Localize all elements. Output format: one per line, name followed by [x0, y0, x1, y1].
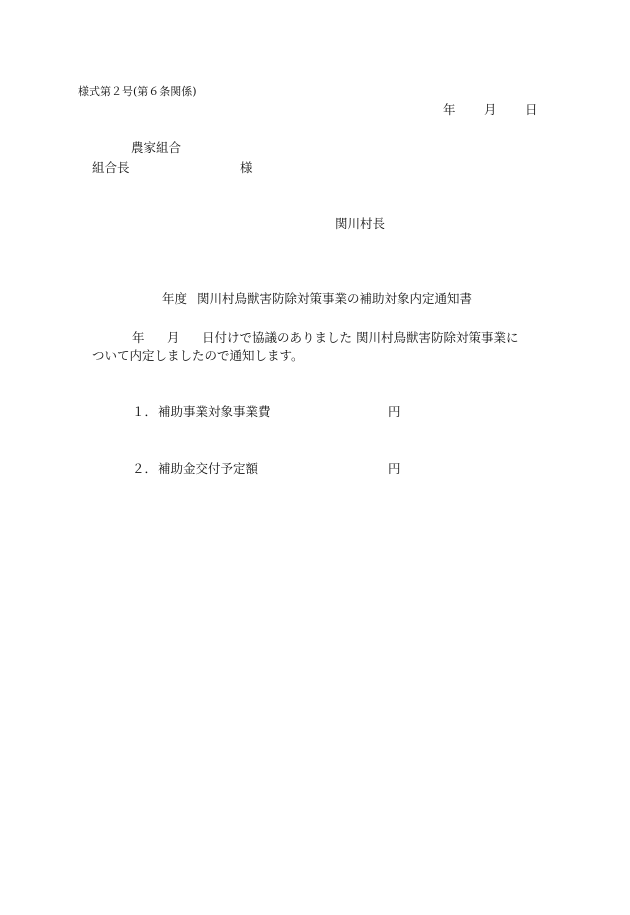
item-2-label: 補助金交付予定額	[158, 461, 259, 476]
item-1-unit: 円	[388, 404, 401, 419]
body-line2: ついて内定しましたので通知します。	[92, 348, 304, 363]
addressee-org: 農家組合	[131, 140, 182, 155]
item-1-number: １．	[132, 404, 158, 419]
date-day: 日	[525, 102, 538, 117]
date-year: 年	[443, 102, 456, 117]
form-number: 様式第２号(第６条関係)	[78, 85, 197, 98]
body-line1: 日付けで協議のありました 関川村鳥獣害防除対策事業に	[202, 330, 519, 345]
sender: 関川村長	[335, 216, 386, 231]
addressee-honorific: 様	[240, 160, 253, 175]
title-year-prefix: 年度	[162, 291, 188, 306]
document-title: 関川村鳥獣害防除対策事業の補助対象内定通知書	[197, 291, 473, 306]
item-2-unit: 円	[388, 461, 401, 476]
item-1-label: 補助事業対象事業費	[158, 404, 271, 419]
date-month: 月	[484, 102, 497, 117]
addressee-title: 組合長	[92, 160, 130, 175]
item-2-number: ２．	[132, 461, 158, 476]
body-year: 年	[132, 330, 145, 345]
body-month: 月	[167, 330, 180, 345]
